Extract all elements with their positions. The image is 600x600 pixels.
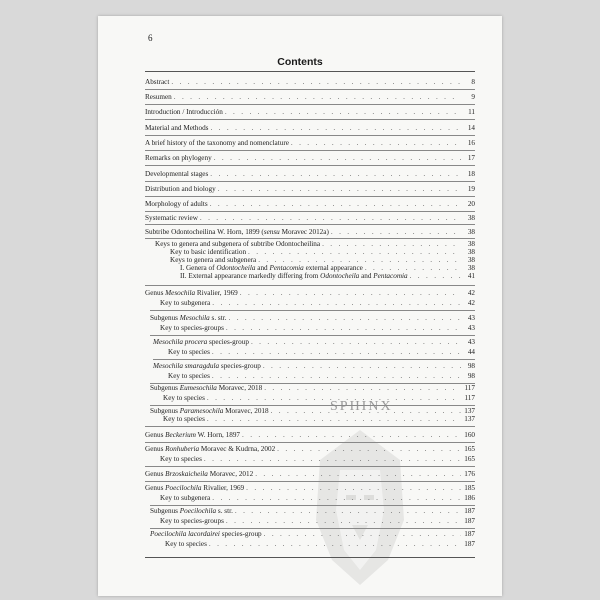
toc-entry: Mesochila smaragdula species-group . . . 98: [153, 362, 475, 371]
divider: [145, 442, 475, 443]
divider: [145, 238, 475, 239]
divider: [150, 405, 475, 406]
divider: [145, 196, 475, 197]
toc-entry: A brief history of the taxonomy and nomenclature . . . 16: [145, 139, 475, 148]
toc-entry: Abstract . . . 8: [145, 78, 475, 87]
divider: [150, 505, 475, 506]
divider: [145, 181, 475, 182]
divider: [145, 165, 475, 166]
top-rule: [145, 71, 475, 72]
toc-entry: Genus Beckerium W. Horn, 1897 . . . 160: [145, 431, 475, 440]
divider: [145, 224, 475, 225]
toc-entry: Genus Ronhuberia Moravec & Kudrna, 2002 . . . 165: [145, 445, 475, 454]
divider: [153, 359, 475, 360]
toc-entry: II. External appearance markedly differing from Odontocheila and Pentacomia . . . 41: [180, 272, 475, 281]
toc-entry: Keys to genera and subgenera . . . 38: [170, 256, 475, 265]
toc-entry: Key to subgenera . . . 42: [160, 299, 475, 308]
divider: [145, 119, 475, 120]
toc-entry: Key to basic identification . . . 38: [170, 248, 475, 257]
toc-entry: Keys to genera and subgenera of subtribe Odontocheilina . . . 38: [155, 240, 475, 249]
toc-entry: Key to subgenera . . . 186: [160, 494, 475, 503]
toc-entry: Key to species-groups . . . 43: [160, 324, 475, 333]
divider: [145, 89, 475, 90]
watermark-text: SPHINX: [330, 399, 393, 414]
toc-entry: Distribution and biology . . . 19: [145, 185, 475, 194]
toc-entry: I. Genera of Odontocheila and Pentacomia external appearance . . . 38: [180, 264, 475, 273]
divider: [145, 285, 475, 286]
toc-entry: Key to species-groups . . . 187: [160, 517, 475, 526]
toc-entry: Key to species . . . 165: [160, 455, 475, 464]
toc-entry: Key to species . . . 117: [163, 394, 475, 403]
toc-entry: Morphology of adults . . . 20: [145, 200, 475, 209]
toc-entry: Subgenus Mesochila s. str. . . . 43: [150, 314, 475, 323]
toc-entry: Key to species . . . 44: [168, 348, 475, 357]
toc-entry: Remarks on phylogeny . . . 17: [145, 154, 475, 163]
toc-entry: Subtribe Odontocheilina W. Horn, 1899 (sensu Moravec 2012a) . . . 38: [145, 228, 475, 237]
toc-entry: Subgenus Paramesochila Moravec, 2018 . . . 137: [150, 407, 475, 416]
toc-entry: Introduction / Introducción . . . 11: [145, 108, 475, 117]
divider: [145, 104, 475, 105]
divider: [150, 528, 475, 529]
toc-entry: Genus Brzoskaicheila Moravec, 2012 . . . 176: [145, 470, 475, 479]
contents-heading: Contents: [277, 56, 323, 68]
toc-entry: Genus Poecilochila Rivalier, 1969 . . . 185: [145, 484, 475, 493]
divider: [145, 211, 475, 212]
divider: [145, 150, 475, 151]
toc-entry: Systematic review . . . 38: [145, 214, 475, 223]
toc-entry: Mesochila procera species-group . . . 43: [153, 338, 475, 347]
toc-entry: Developmental stages . . . 18: [145, 170, 475, 179]
toc-entry: Poecilochila lacordairei species-group . . . 187: [150, 530, 475, 539]
toc-entry: Material and Methods . . . 14: [145, 124, 475, 133]
divider: [145, 135, 475, 136]
toc-entry: Resumen . . . 9: [145, 93, 475, 102]
divider: [145, 466, 475, 467]
toc-entry: Subgenus Poecilochila s. str. . . . 187: [150, 507, 475, 516]
toc-entry: Key to species . . . 187: [165, 540, 475, 549]
page-number: 6: [148, 33, 153, 43]
divider: [145, 481, 475, 482]
divider: [145, 426, 475, 427]
toc-entry: Key to species . . . 98: [168, 372, 475, 381]
toc-entry: Key to species . . . 137: [163, 415, 475, 424]
divider: [150, 335, 475, 336]
toc-entry: Subgenus Eumesochila Moravec, 2018 . . . 117: [150, 384, 475, 393]
toc-entry: Genus Mesochila Rivalier, 1969 . . . 42: [145, 289, 475, 298]
bottom-rule: [145, 557, 475, 558]
divider: [150, 310, 475, 311]
